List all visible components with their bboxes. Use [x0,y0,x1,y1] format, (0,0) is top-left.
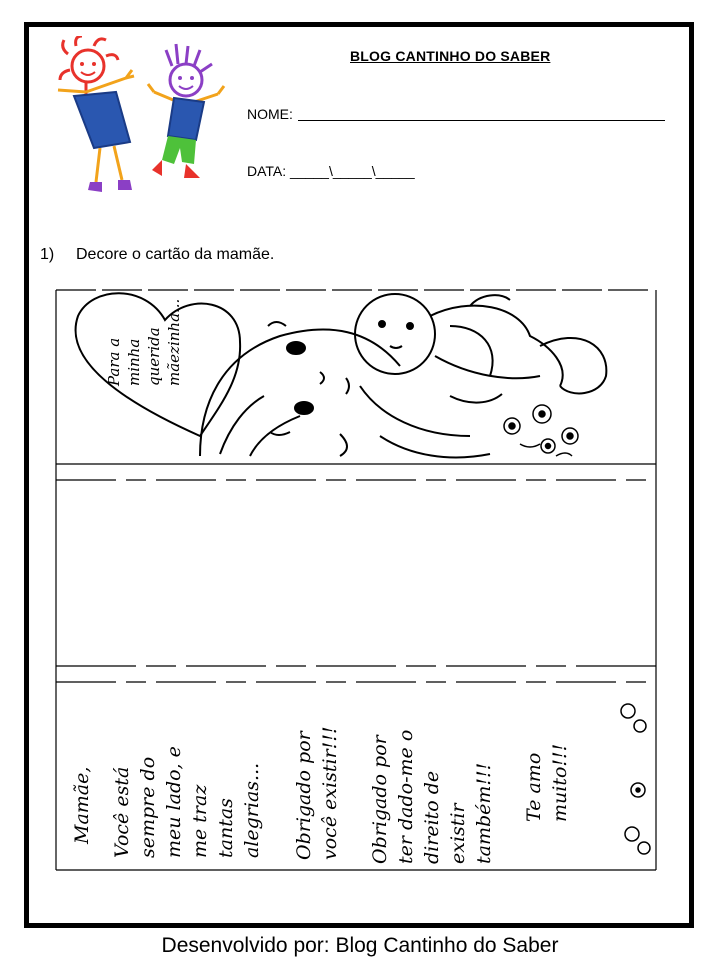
verse-voce-esta [111,746,263,858]
verse-line: existir [447,803,469,864]
blog-title: BLOG CANTINHO DO SABER [350,48,551,64]
mother-baby-illustration [200,294,606,457]
verse-line: meu lado, e [163,746,185,858]
verse-line: também!!! [473,762,495,864]
question-text: Decore o cartão da mamãe. [76,246,275,263]
footer-credit: Desenvolvido por: Blog Cantinho do Saber [161,934,559,957]
girl-figure [58,36,134,192]
verse-line: alegrias... [241,762,263,858]
heart-line: minha [125,338,143,386]
heart-line: querida [145,327,163,386]
verse-line: muito!!! [549,743,571,822]
kids-drawing-logo [46,36,236,206]
verse-line: Obrigado por [293,731,315,860]
flowers-decoration-small [621,704,650,854]
verse-line: direito de [421,770,443,864]
mothers-day-card [50,286,664,876]
boy-figure [148,44,224,178]
verse-obrigado-direito [369,730,495,864]
verse-obrigado-existir [293,726,341,860]
verse-mamae [71,767,93,845]
verse-line: você existir!!! [319,726,341,860]
verse-line: ter dado-me o [395,729,417,864]
flowers-decoration [504,405,578,456]
verse-line: Mamãe, [71,766,93,844]
nome-input-line[interactable] [298,120,665,121]
heart-line: mãezinha... [165,298,183,386]
verse-line: tantas [215,798,237,858]
question-number: 1) [40,246,55,263]
verse-line: sempre do [137,756,159,858]
verse-line: Obrigado por [369,735,391,864]
verse-te-amo [523,744,571,822]
verse-line: Te amo [523,752,545,822]
heart-line: Para a [105,337,123,386]
nome-label: NOME: [247,106,293,122]
data-field[interactable]: DATA: _____\_____\_____ [247,163,415,179]
verse-line: Você está [111,766,133,858]
verse-line: me traz [189,784,211,858]
